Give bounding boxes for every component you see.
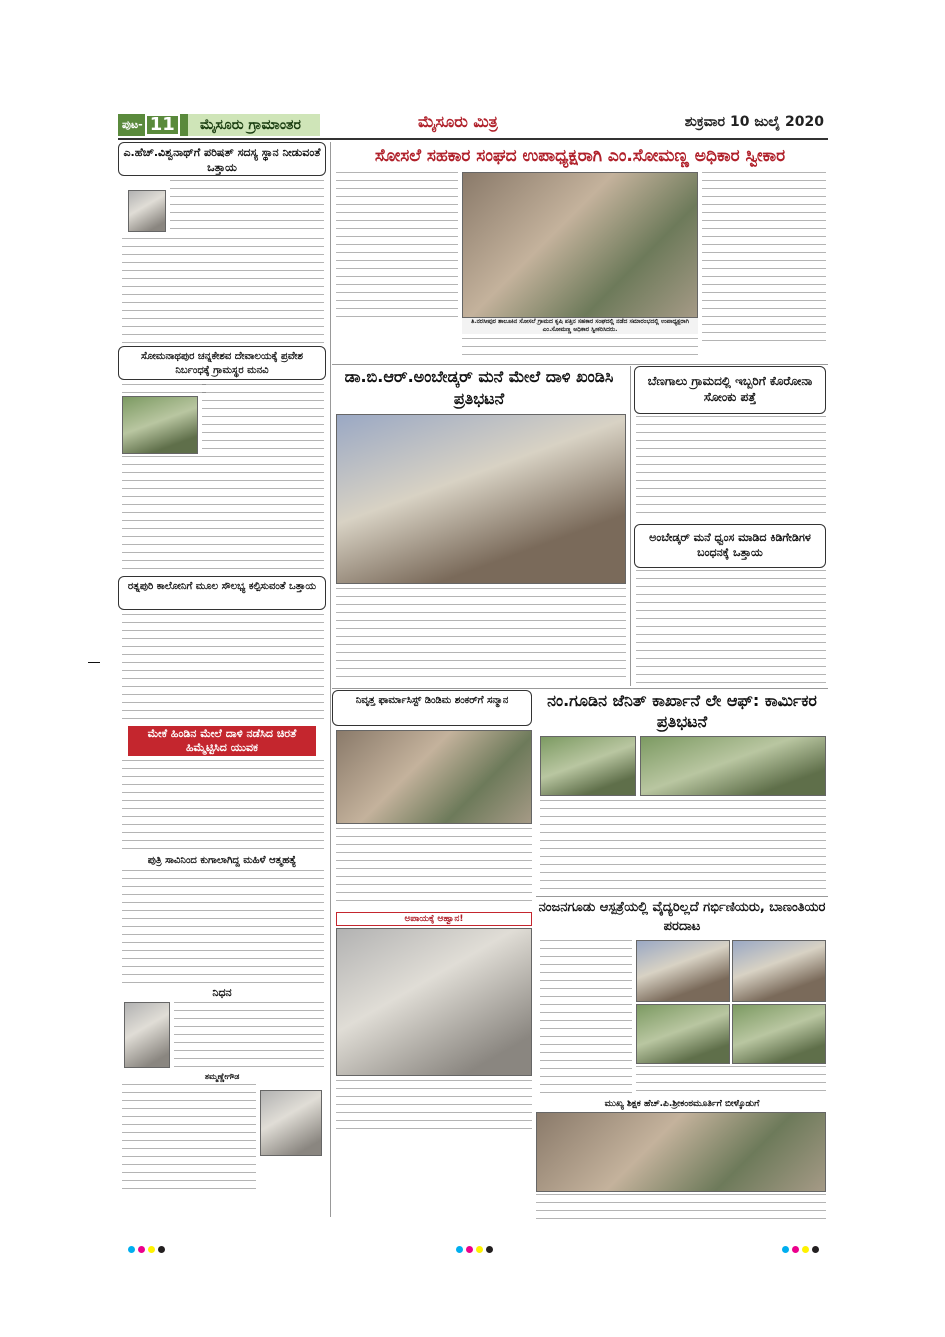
- danger-title-box: [336, 912, 532, 926]
- workers-photo-1: [540, 736, 636, 796]
- temple-photo: [122, 396, 198, 454]
- registration-marks-left: [128, 1246, 165, 1253]
- headline-obituary: ನಿಧನ: [212, 986, 232, 999]
- story-text-danger: [336, 1080, 532, 1130]
- headline-pharmacist: ನಿವೃತ್ತ ಫಾರ್ಮಾಸಿಸ್ಟ್ ಡಿಂಡಿಮ ಶಂಕರ್‌ಗೆ ಸನ್ಮಾನ: [355, 695, 509, 706]
- issue-date: ಶುಕ್ರವಾರ 10 ಜುಲೈ 2020: [684, 114, 824, 130]
- story-text-hospital: [540, 940, 632, 1094]
- story-box-arrest-demand: [634, 524, 826, 568]
- headline-zenith: ನಂ.ಗೂಡಿನ ಜೆನಿತ್ ಕಾರ್ಖಾನೆ ಲೇ ಆಫ್: ಕಾರ್ಮಿಕರ ಪ್ರತಿಭಟನೆ: [547, 691, 817, 731]
- hospital-photo-4: [732, 1004, 826, 1064]
- registration-marks-center: [456, 1246, 493, 1253]
- hospital-photo-2: [732, 940, 826, 1002]
- header-rule: [118, 138, 828, 140]
- page-prefix: ಪುಟ-: [122, 118, 143, 131]
- mark-yellow: [802, 1246, 809, 1253]
- story-box-ratnapuri: [118, 576, 326, 610]
- mark-yellow: [476, 1246, 483, 1253]
- page-header: [118, 110, 828, 138]
- headline-sosale: ಸೋಸಲೆ ಸಹಕಾರ ಸಂಘದ ಉಪಾಧ್ಯಕ್ಷರಾಗಿ ಎಂ.ಸೋಮಣ್ಣ ಅಧಿಕಾರ ಸ್ವೀಕಾರ: [374, 146, 786, 166]
- page-number-tag: [118, 114, 188, 136]
- headline-ambedkar-protest: ಡಾ.ಬಿ.ಆರ್.ಅಂಬೇಡ್ಕರ್ ಮನೆ ಮೇಲೆ ದಾಳಿ ಖಂಡಿಸಿ ಪ್ರತಿಭಟನೆ: [344, 367, 614, 408]
- registration-marks-right: [782, 1246, 819, 1253]
- story-text-somanathapura-b: [122, 456, 324, 572]
- headline-arrest-demand: ಅಂಬೇಡ್ಕರ್ ಮನೆ ಧ್ವಂಸ ಮಾಡಿದ ಕಿಡಿಗೇಡಿಗಳ ಬಂಧನಕ್ಕೆ ಒತ್ತಾಯ: [649, 531, 811, 559]
- mark-black: [812, 1246, 819, 1253]
- newspaper-brand: ಮೈಸೂರು ಮಿತ್ರ: [418, 112, 498, 131]
- mark-cyan: [128, 1246, 135, 1253]
- headline-danger: ಅಪಾಯಕ್ಕೆ ಆಹ್ವಾನ!: [404, 914, 464, 924]
- story-text-corona: [636, 416, 826, 520]
- obituary-photo-1: [124, 1002, 170, 1068]
- mark-cyan: [782, 1246, 789, 1253]
- crop-mark: [88, 662, 100, 663]
- story-box-corona: [634, 366, 826, 414]
- story-text-somanathapura-a: [202, 384, 324, 454]
- sosale-photo-caption: ತಿ.ನರಸೀಪುರ ತಾಲೂಕಿನ ಸೋಸಲೆ ಗ್ರಾಮದ ಕೃಷಿ ಪತ್ತಿನ ಸಹಕಾರ ಸಂಘದಲ್ಲಿ ನಡೆದ ಸಮಾರಂಭದಲ್ಲಿ ಉಪಾಧ್ಯಕ್ಷರಾಗಿ ಎಂ.ಸೋಮಣ್ಣ ಅಧಿಕಾರ ಸ್ವೀಕರಿಸಿದರು.: [462, 318, 698, 334]
- obituary-name-2: ತಮ್ಮಣ್ಣೇಗೌಡ: [204, 1072, 240, 1081]
- story-text-sosale-c: [462, 338, 698, 362]
- workers-photo-2: [640, 736, 826, 796]
- mark-magenta: [792, 1246, 799, 1253]
- column-divider-left: [330, 142, 331, 1217]
- headline-suicide: ಪುತ್ರಿ ಸಾವಿನಿಂದ ಕುಗಾಲಾಗಿದ್ದ ಮಹಿಳೆ ಆತ್ಮಹತ್ಯೆ: [147, 855, 297, 866]
- story-text-farewell: [536, 1194, 826, 1222]
- mark-yellow: [148, 1246, 155, 1253]
- headline-leopard: ಮೇಕೆ ಹಿಂಡಿನ ಮೇಲೆ ದಾಳಿ ನಡೆಸಿದ ಚಿರತೆ ಹಿಮ್ಮೆಟ್ಟಿಸಿದ ಯುವಕ: [128, 726, 316, 756]
- column-divider-mid: [630, 366, 631, 686]
- transformer-photo: [336, 928, 532, 1076]
- obituary-text-1: [174, 1002, 324, 1068]
- story-text-arrest-demand: [636, 570, 826, 684]
- headline-farewell: ಮುಖ್ಯ ಶಿಕ್ಷಕ ಹೆಚ್.ಪಿ.ಶ್ರೀಕಂಠಮೂರ್ತಿಗೆ ಬೀಳ್ಕೊಡುಗೆ: [604, 1099, 760, 1109]
- story-text-hospital-b: [636, 1066, 826, 1096]
- story-text-vishwanath-b: [122, 238, 324, 343]
- divider-hospital: [536, 896, 828, 897]
- mark-magenta: [138, 1246, 145, 1253]
- story-text-suicide: [122, 870, 324, 984]
- portrait-photo: [128, 190, 166, 232]
- farewell-photo: [536, 1112, 826, 1192]
- hospital-photo-1: [636, 940, 730, 1002]
- story-text-zenith: [540, 800, 826, 894]
- newspaper-page: [118, 110, 828, 1225]
- story-text-sosale-a: [336, 172, 458, 324]
- headline-corona: ಬೆಣಗಾಲು ಗ್ರಾಮದಲ್ಲಿ ಇಬ್ಬರಿಗೆ ಕೊರೋನಾ ಸೋಂಕು ಪತ್ತೆ: [647, 374, 813, 404]
- divider-mid: [332, 688, 828, 689]
- story-text-pharmacist: [336, 828, 532, 908]
- headline-vishwanath: ಎ.ಹೆಚ್.ವಿಶ್ವನಾಥ್‌ಗೆ ಪರಿಷತ್ ಸದಸ್ಯ ಸ್ಥಾನ ನೀಡುವಂತೆ ಒತ್ತಾಯ: [123, 146, 321, 174]
- story-box-vishwanath: [118, 142, 326, 176]
- headline-ratnapuri: ರತ್ನಪುರಿ ಕಾಲೋನಿಗೆ ಮೂಲ ಸೌಲಭ್ಯ ಕಲ್ಪಿಸುವಂತೆ ಒತ್ತಾಯ: [127, 581, 317, 592]
- story-text-leopard: [122, 760, 324, 852]
- obituary-photo-2: [260, 1090, 322, 1156]
- obituary-text-2: [122, 1084, 256, 1194]
- protest-photo: [336, 414, 626, 584]
- hospital-photo-3: [636, 1004, 730, 1064]
- mark-magenta: [466, 1246, 473, 1253]
- mark-black: [158, 1246, 165, 1253]
- story-text-sosale-b: [702, 172, 826, 348]
- story-text-vishwanath-a: [170, 180, 324, 236]
- headline-hospital: ನಂಜನಗೂಡು ಆಸ್ಪತ್ರೆಯಲ್ಲಿ ವೈದ್ಯರಿಲ್ಲದೆ ಗರ್ಭಿಣಿಯರು, ಬಾಣಂತಿಯರ ಪರದಾಟ: [538, 900, 826, 934]
- mark-cyan: [456, 1246, 463, 1253]
- story-box-pharmacist: [332, 690, 532, 726]
- headline-somanathapura: ಸೋಮನಾಥಪುರ ಚನ್ನಕೇಶವ ದೇವಾಲಯಕ್ಕೆ ಪ್ರವೇಶ ನಿರ್ಬಂಧಕ್ಕೆ ಗ್ರಾಮಸ್ಥರ ಮನವಿ: [140, 351, 304, 376]
- story-text-ambedkar-protest: [336, 588, 626, 684]
- story-box-somanathapura: [118, 346, 326, 380]
- dateline-somanathapura: [122, 384, 206, 394]
- divider-sosale: [332, 364, 828, 365]
- story-text-ratnapuri: [122, 614, 324, 722]
- mark-black: [486, 1246, 493, 1253]
- sosale-photo: [462, 172, 698, 318]
- page-number: 11: [145, 114, 180, 136]
- felicitation-photo: [336, 730, 532, 824]
- section-name: ಮೈಸೂರು ಗ್ರಾಮಾಂತರ: [170, 114, 320, 136]
